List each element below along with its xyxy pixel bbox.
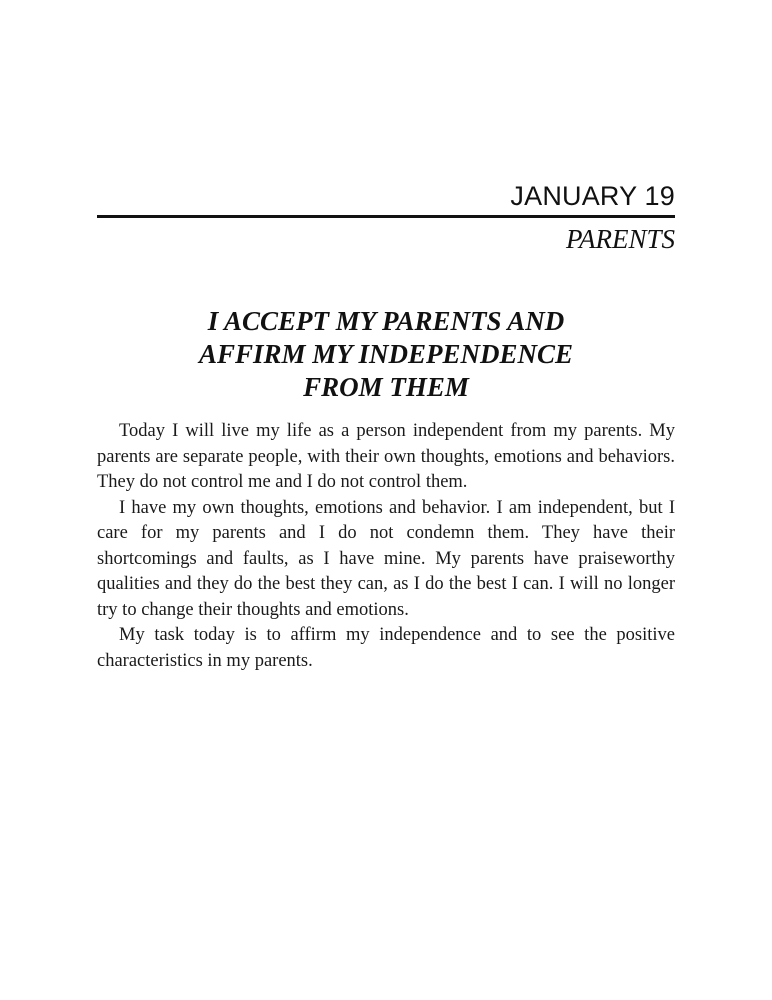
affirmation-heading (97, 305, 675, 404)
body-text (97, 419, 675, 674)
affirmation-line: FROM THEM (303, 372, 469, 402)
body-paragraph: Today I will live my life as a person independent from my parents. My parents are separate people, with their own thoughts, emotions and behaviors. They do not control me and I do not control them. (97, 421, 675, 492)
entry-topic: PARENTS (565, 224, 675, 254)
header-rule (97, 215, 675, 218)
entry-date: JANUARY 19 (510, 181, 675, 211)
body-paragraph: I have my own thoughts, emotions and behavior. I am independent, but I care for my parents and I do not condemn them. They have their shortcomings and faults, as I have mine. My parents have praiseworthy qualities and they do the best they can, as I do the best I can. I will no longer try to change their thoughts and emotions. (97, 497, 675, 620)
page-header (97, 178, 675, 257)
affirmation-line: I ACCEPT MY PARENTS AND (207, 306, 565, 336)
affirmation-line: AFFIRM MY INDEPENDENCE (198, 339, 574, 369)
body-paragraph: My task today is to affirm my independence and to see the positive characteristics in my parents. (97, 625, 675, 671)
